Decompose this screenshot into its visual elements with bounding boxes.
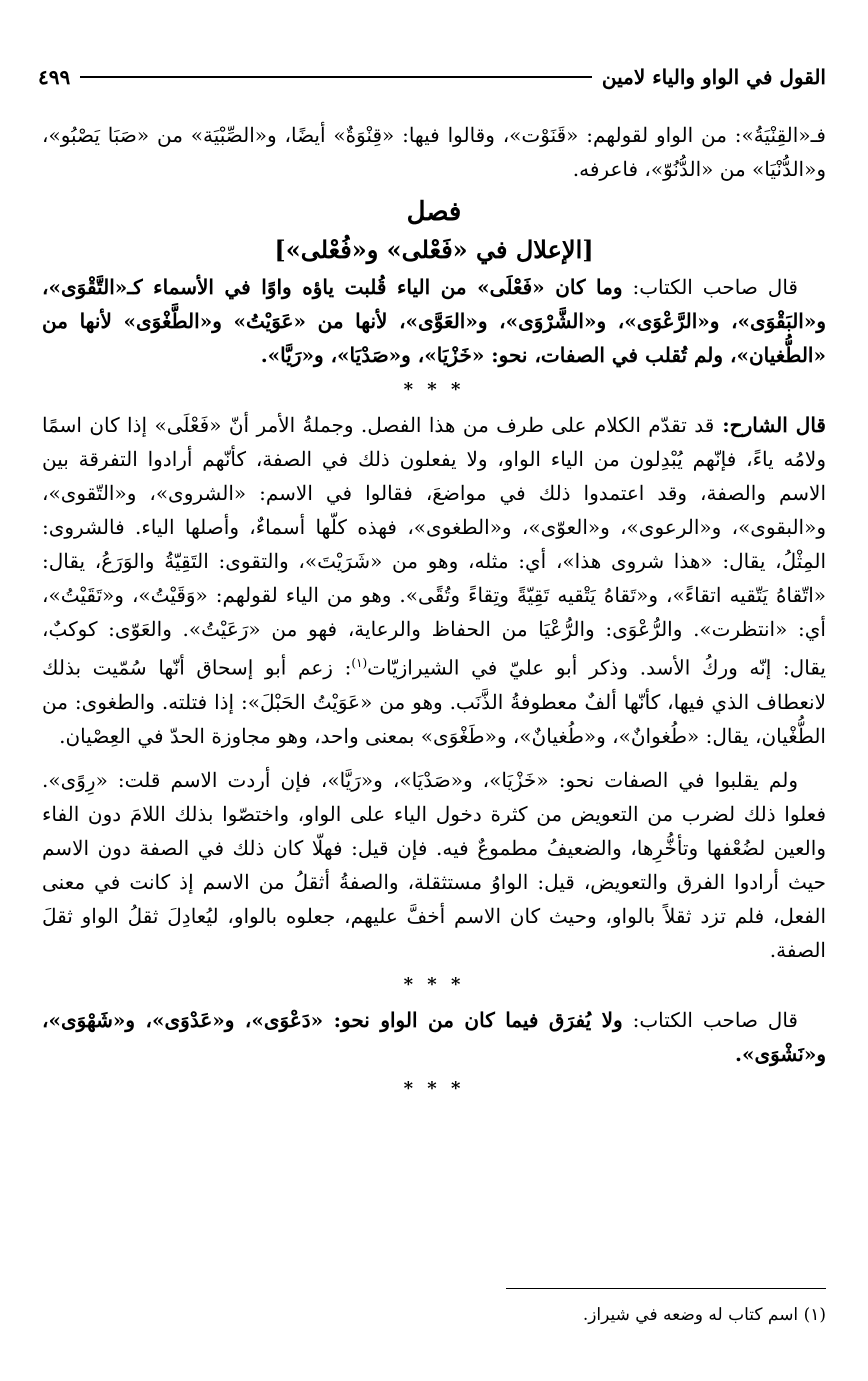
footnote-rule (506, 1288, 826, 1289)
page-number: ٤٩٩ (38, 65, 71, 89)
commentary-text: قد تقدّم الكلام على طرف من هذا الفصل. وجملةُ الأمر أنّ «فَعْلَى» إذا كان اسمًا ولامُه ياءً، فإنّهم يُبْدِلون من الياء الواو، ولا يفعلون ذلك في الصفة، كأنّهم أرادوا التفرقة بين الاسم والصفة، وقد اعتمدوا ذلك في مواضعَ، فقالوا في الاسم: «الشروى»، و«التّقوى»، و«البقوى»، و«الرعوى»، و«العوّى»، و«الطغوى»، فهذه كلّها أسماءٌ، وأصلها الياء. فالشروى: المِثْلُ، يقال: «هذا شروى هذا»، أي: مثله، وهو من «شَرَيْتَ»، والتقوى: التَقِيّةُ والوَرَعُ، يقال: «اتّقاهُ يَتّقيه اتقاءً»، و«تَقاهُ يَتْقيه تَقِيّةً وتِقاءً وتُقًى». وهو من الياء لقولهم: «وَقَيْتُ»، و«تَقَيْتُ»، أي: «انتظرت». والرُّعْوَى: والرُّعْيَا من الحفاظ والرعاية، فهو من «رَعَيْتُ». والعَوّى: كوكبٌ، يقال: إنّه وركُ الأسد. وذكر أبو عليّ في الشيرازيّات (42, 413, 826, 680)
footnote-ref[interactable]: (١) (351, 656, 368, 670)
author-text-2 (42, 1003, 826, 1071)
author-intro-1: قال صاحب الكتاب: (622, 275, 798, 299)
header-title: القول في الواو والياء لامين (601, 65, 826, 89)
footnote-text: اسم كتاب له وضعه في شيراز. (582, 1305, 799, 1325)
commentary-text-after: : زعم أبو إسحاق أنّها سُمّيت بذلك لانعطاف الذي فيها، كأنّها ألفٌ معطوفةُ الذَّنَب. وهو من «عَوَيْتُ الحَبْلَ»: إذا فتلته. والطغوى: من الطُّغْيان، يقال: «طُغوانٌ»، و«طُغيانٌ»، و«طَغْوَى» بمعنى واحد، وهو مجاوزة الحدّ في العِصْيان. (42, 655, 826, 748)
author-quote-1: وما كان «فَعْلَى» من الياء قُلبت ياؤه واوًا في الأسماء كـ«التَّقْوَى»، و«البَقْوَى»، و«الرَّعْوَى»، و«الشَّرْوَى»، و«العَوَّى»، لأنها من «عَوَيْتُ» و«الطَّغْوَى» لأنها من «الطُّغيان»، ولم تُقلب في الصفات، نحو: «خَزْيَا»، و«صَدْيَا»، و«رَيَّا». (42, 275, 826, 367)
footnote-marker: (١) (803, 1305, 826, 1325)
intro-paragraph: فـ«القِنْيَةُ»: من الواو لقولهم: «قَنَوْت»، وقالوا فيها: «قِنْوَةٌ» أيضًا، و«الصِّبْيَة» من «صَبَا يَصْبُو»، و«الدُّنْيَا» من «الدُّنُوّ»، فاعرفه. (42, 123, 826, 181)
commentary-2: ولم يقلبوا في الصفات نحو: «خَزْيَا»، و«صَدْيَا»، و«رَيَّا»، فإن أردت الاسم قلت: «رِوًى». فعلوا ذلك لضرب من التعويض من كثرة دخول الياء على الواو، واختصّوا بذلك اللامَ دون الفاء والعين لضُعْفها وتأخُّرِها، والضعيفُ مطموعٌ فيه. فإن قيل: فهلّا كان ذلك في الصفة دون الاسم حيث أرادوا الفرق والتعويض، قيل: الواوُ مستثقلة، والصفةُ أثقلُ من الاسم إذ كانت في معنى الفعل، فلم تزد ثقلاً بالواو، وحيث كان الاسم أخفَّ عليهم، جعلوه بالواو، ليُعادِلَ ثقلُ الواو ثقلَ الصفة. (42, 767, 826, 962)
separator-2: * * * (403, 973, 465, 995)
separator-1: * * * (403, 379, 465, 400)
separator-3: * * * (403, 1077, 465, 1099)
section-heading: فصل (406, 197, 462, 227)
body-text (42, 118, 826, 1107)
author-text-1 (42, 270, 826, 372)
author-intro-2: قال صاحب الكتاب: (622, 1007, 798, 1032)
section-subheading: [الإعلال في «فَعْلى» و«فُعْلى»] (274, 235, 594, 264)
footnote (42, 1302, 826, 1328)
commentary-1 (42, 408, 826, 753)
header-rule (80, 76, 592, 78)
author-quote-2: ولا يُفرَق فيما كان من الواو نحو: «دَعْوَى»، و«عَدْوَى»، و«شَهْوَى»، و«نَشْوَى». (42, 1007, 826, 1066)
running-header (38, 62, 826, 92)
commentary-intro: قال الشارح: (714, 413, 826, 437)
